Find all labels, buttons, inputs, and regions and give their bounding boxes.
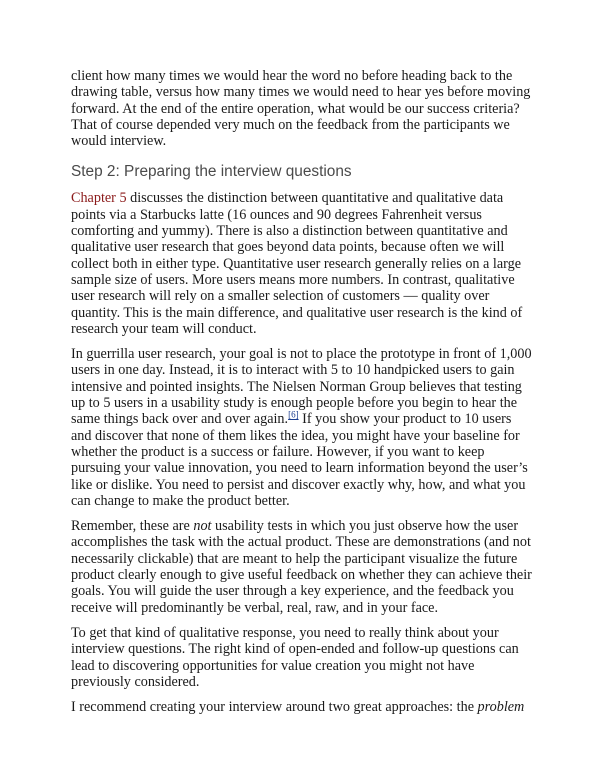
paragraph-text: discusses the distinction between quantitative and qualitative data points via a Starbucks latte (16 ounces and 90 degrees Fahrenheit versus comforting and yummy). There is also a distinction between quantitative and qualitative user research that goes beyond data points, because often we will collect both in either type. Quantitative user research generally relies on a large sample size of users. More users means more numbers. In contrast, qualitative user research will rely on a smaller selection of customers — quality over quantity. This is the main difference, and qualitative user research is the kind of research your team will conduct. xyxy=(71,190,523,337)
paragraph-text: To get that kind of qualitative response, you need to really think about your interview questions. The right kind of open-ended and follow-up questions can lead to discovering opportunities for value creation you might not have previously considered. xyxy=(71,624,519,690)
section-heading-step-2: Step 2: Preparing the interview questions xyxy=(71,163,352,181)
paragraph-text: In guerrilla user research, your goal is not to place the prototype in front of 1,000 users in one day. Instead, it is to interact with 5 to 10 handpicked users to gain intensive and pointed insights. The Nielsen Norman Group believes that testing up to 5 users in a usability study is enough people before you begin to hear the same things back over and over again. xyxy=(71,346,532,428)
paragraph-text: I recommend creating your interview around two great approaches: the xyxy=(71,699,478,716)
paragraph-text: Remember, these are xyxy=(71,518,194,535)
paragraph-two-approaches xyxy=(71,699,533,715)
emphasis-text: problem xyxy=(477,699,525,716)
paragraph-quant-vs-qual xyxy=(71,190,533,337)
chapter-5-link[interactable]: Chapter 5 xyxy=(71,190,127,207)
footnote-ref-6-link[interactable]: [6] xyxy=(288,409,299,420)
page-content xyxy=(71,68,533,724)
paragraph-guerrilla-research xyxy=(71,346,533,509)
paragraph-interview-questions xyxy=(71,625,533,690)
paragraph-text: If you show your product to 10 users and discover that none of them likes the idea, you might have your baseline for whether the product is a success or failure. However, if you want to keep pursuing your value innovation, you need to learn information beyond the user’s like or dislike. You need to persist and discover exactly why, how, and what you can change to make the product better. xyxy=(71,411,528,509)
paragraph-intro-continued xyxy=(71,68,533,149)
emphasis-text: not xyxy=(193,518,212,535)
paragraph-text: usability tests in which you just observe how the user accomplishes the task with the actual product. These are demonstrations (and not necessarily clickable) that are meant to help the participant visualize the future product clearly enough to give useful feedback on whether they can achieve their goals. You will guide the user through a key experience, and the feedback you receive will predominantly be verbal, real, raw, and in your face. xyxy=(71,518,532,616)
paragraph-not-usability-tests xyxy=(71,518,533,616)
paragraph-text: client how many times we would hear the word no before heading back to the drawing table, versus how many times we would need to hear yes before moving forward. At the end of the entire operation, what would be our success criteria? That of course depended very much on the feedback from the participants we would interview. xyxy=(71,68,531,150)
